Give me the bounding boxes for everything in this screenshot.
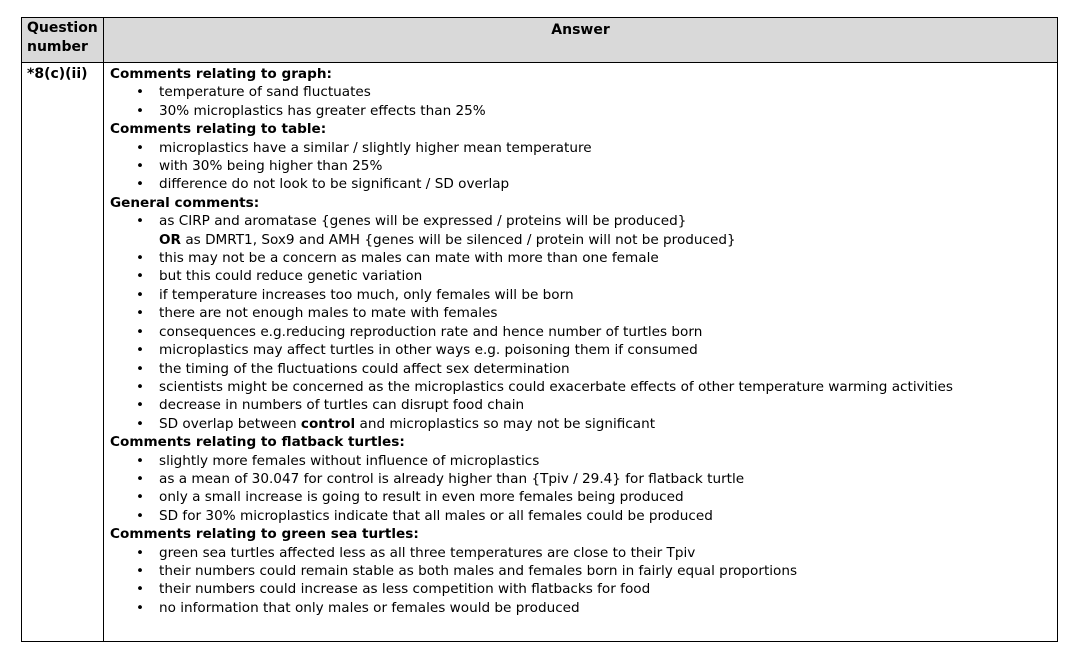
list-item-text: if temperature increases too much, only females will be born: [159, 286, 574, 303]
bullet-icon: •: [136, 415, 145, 432]
list-item: [110, 157, 1057, 175]
bullet-icon: •: [136, 378, 145, 395]
list-item-text: no information that only males or females would be produced: [159, 599, 580, 616]
answer-row: [22, 63, 1058, 642]
bullet-list-green-sea: [110, 544, 1057, 618]
list-item-text: consequences e.g.reducing reproduction rate and hence number of turtles born: [159, 323, 703, 340]
list-item: [110, 470, 1057, 488]
bullet-icon: •: [136, 102, 145, 119]
bullet-icon: •: [136, 84, 145, 101]
list-item-text: slightly more females without influence of microplastics: [159, 452, 540, 469]
bullet-icon: •: [136, 562, 145, 579]
list-item: [110, 580, 1057, 598]
list-item: [110, 415, 1057, 433]
bullet-icon: •: [136, 323, 145, 340]
list-item-text: 30% microplastics has greater effects than 25%: [159, 102, 486, 119]
list-item-continuation: [110, 231, 1057, 249]
answer-header: Answer: [104, 18, 1058, 63]
bullet-list-general: [110, 212, 1057, 230]
bullet-icon: •: [136, 397, 145, 414]
list-item: [110, 488, 1057, 506]
bullet-icon: •: [136, 470, 145, 487]
list-item-text: this may not be a concern as males can mate with more than one female: [159, 250, 659, 267]
list-item-text: microplastics have a similar / slightly higher mean temperature: [159, 139, 592, 156]
section-heading-green-sea: Comments relating to green sea turtles:: [110, 526, 419, 543]
list-item: [110, 267, 1057, 285]
control-keyword: control: [300, 415, 356, 432]
list-item: [110, 323, 1057, 341]
question-number-header: Question number: [22, 18, 104, 63]
list-item-text: there are not enough males to mate with females: [159, 305, 498, 322]
list-item: [110, 175, 1057, 193]
section-heading-flatback: Comments relating to flatback turtles:: [110, 434, 405, 451]
list-item: [110, 249, 1057, 267]
answer-cell: [104, 63, 1058, 642]
list-item: [110, 396, 1057, 414]
bullet-icon: •: [136, 286, 145, 303]
bullet-icon: •: [136, 250, 145, 267]
section-heading-general: General comments:: [110, 194, 260, 211]
or-keyword: OR: [159, 231, 182, 248]
list-item-text: as CIRP and aromatase {genes will be expressed / proteins will be produced}: [159, 213, 687, 230]
list-item-text: SD overlap between: [159, 415, 301, 432]
list-item-text: the timing of the fluctuations could affect sex determination: [159, 360, 570, 377]
list-item-text: with 30% being higher than 25%: [159, 158, 383, 175]
list-item: [110, 304, 1057, 322]
bullet-icon: •: [136, 213, 145, 230]
list-item-text: scientists might be concerned as the microplastics could exacerbate effects of other temperature warming activities: [159, 378, 953, 395]
section-heading-table: Comments relating to table:: [110, 121, 327, 138]
bullet-list-flatback: [110, 452, 1057, 526]
list-item: [110, 139, 1057, 157]
list-item: [110, 544, 1057, 562]
list-item-text: their numbers could increase as less competition with flatbacks for food: [159, 581, 651, 598]
list-item: [110, 599, 1057, 617]
bullet-icon: •: [136, 342, 145, 359]
list-item-text: temperature of sand fluctuates: [159, 84, 371, 101]
list-item-text: only a small increase is going to result in even more females being produced: [159, 489, 684, 506]
list-item-text: their numbers could remain stable as both males and females born in fairly equal proportions: [159, 562, 798, 579]
bullet-icon: •: [136, 489, 145, 506]
list-item: [110, 507, 1057, 525]
list-item: [110, 83, 1057, 101]
bullet-list-graph: [110, 83, 1057, 120]
list-item: [110, 360, 1057, 378]
list-item-text: and microplastics so may not be significant: [355, 415, 656, 432]
bullet-icon: •: [136, 305, 145, 322]
bullet-icon: •: [136, 268, 145, 285]
list-item-text: but this could reduce genetic variation: [159, 268, 423, 285]
list-item: [110, 452, 1057, 470]
section-heading-graph: Comments relating to graph:: [110, 66, 332, 82]
header-row: [22, 18, 1058, 63]
list-item-text: difference do not look to be significant / SD overlap: [159, 176, 510, 193]
list-item: [110, 341, 1057, 359]
bullet-icon: •: [136, 452, 145, 469]
bullet-icon: •: [136, 599, 145, 616]
continuation-text: as DMRT1, Sox9 and AMH {genes will be silenced / protein will not be produced}: [181, 231, 736, 248]
list-item: [110, 378, 1057, 396]
bullet-icon: •: [136, 176, 145, 193]
bullet-icon: •: [136, 581, 145, 598]
list-item-text: SD for 30% microplastics indicate that all males or all females could be produced: [159, 507, 713, 524]
list-item-text: green sea turtles affected less as all three temperatures are close to their Tpiv: [159, 544, 696, 561]
list-item-text: microplastics may affect turtles in other ways e.g. poisoning them if consumed: [159, 342, 698, 359]
list-item-text: as a mean of 30.047 for control is already higher than {Tpiv / 29.4} for flatback turtle: [159, 470, 745, 487]
list-item: [110, 562, 1057, 580]
list-item: [110, 212, 1057, 230]
bullet-icon: •: [136, 360, 145, 377]
bullet-list-table: [110, 139, 1057, 194]
bullet-icon: •: [136, 507, 145, 524]
bullet-icon: •: [136, 544, 145, 561]
bullet-icon: •: [136, 139, 145, 156]
mark-scheme-table: [21, 17, 1058, 642]
list-item: [110, 286, 1057, 304]
list-item: [110, 102, 1057, 120]
bullet-list-general-more: [110, 249, 1057, 433]
question-number-cell: *8(c)(ii): [22, 63, 104, 642]
bullet-icon: •: [136, 158, 145, 175]
list-item-text: decrease in numbers of turtles can disrupt food chain: [159, 397, 525, 414]
